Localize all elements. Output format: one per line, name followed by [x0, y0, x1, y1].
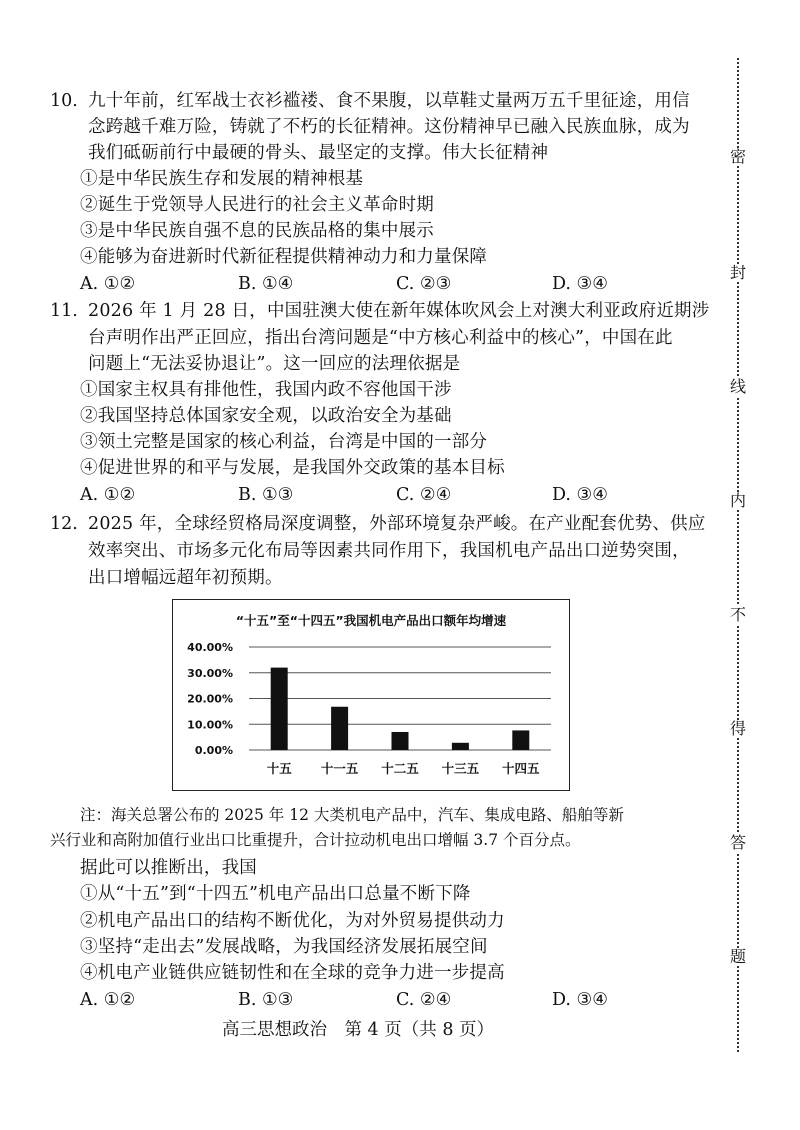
statement: ③是中华民族自强不息的民族品格的集中展示 [80, 221, 434, 241]
question-stem-line: 2025 年，全球经贸格局深度调整，外部环境复杂严峻。在产业配套优势、供应 [88, 514, 706, 534]
option-c[interactable]: C. ②④ [396, 990, 452, 1010]
statement: ④促进世界的和平与发展，是我国外交政策的基本目标 [80, 458, 505, 478]
question-number: 12. [50, 514, 78, 534]
chart-bar [331, 707, 348, 750]
question-number: 10. [50, 91, 78, 111]
binding-dotted-line [737, 58, 739, 1052]
question-stem-line: 台声明作出严正回应，指出台湾问题是“中方核心利益中的核心”，中国在此 [88, 328, 673, 348]
binding-char: 得 [729, 719, 746, 738]
binding-char: 题 [729, 947, 746, 966]
question-stem-line: 念跨越千难万险，铸就了不朽的长征精神。这份精神早已融入民族血脉，成为 [88, 117, 690, 137]
y-tick-label: 20.00% [187, 692, 233, 706]
chart-canvas [173, 600, 569, 790]
y-tick-label: 10.00% [187, 718, 233, 732]
x-tick-label: 十五 [266, 761, 292, 776]
statement: ②诞生于党领导人民进行的社会主义革命时期 [80, 195, 434, 215]
statement: ③领土完整是国家的核心利益，台湾是中国的一部分 [80, 432, 488, 452]
question-stem-line: 2026 年 1 月 28 日，中国驻澳大使在新年媒体吹风会上对澳大利亚政府近期涉 [88, 301, 710, 321]
binding-char: 密 [729, 147, 746, 166]
statement: ①从“十五”到“十四五”机电产品出口总量不断下降 [80, 884, 471, 904]
question-stem-line: 出口增幅远超年初预期。 [88, 568, 283, 588]
question-number: 11. [50, 301, 78, 321]
chart-bar [512, 730, 529, 750]
statement: ①是中华民族生存和发展的精神根基 [80, 169, 364, 189]
x-tick-label: 十一五 [320, 761, 359, 776]
note-line: 兴行业和高附加值行业出口比重提升，合计拉动机电出口增幅 3.7 个百分点。 [50, 831, 581, 849]
chart-bar [452, 743, 469, 750]
question-stem-line: 效率突出、市场多元化布局等因素共同作用下，我国机电产品出口逆势突围， [88, 541, 690, 561]
option-a[interactable]: A. ①② [80, 274, 136, 294]
option-c[interactable]: C. ②③ [396, 274, 452, 294]
chart-bar [271, 668, 288, 750]
note-line: 注：海关总署公布的 2025 年 12 大类机电产品中，汽车、集成电路、船舶等新 [80, 806, 624, 824]
binding-char: 线 [729, 377, 746, 396]
binding-char: 不 [729, 605, 746, 624]
option-a[interactable]: A. ①② [80, 485, 136, 505]
option-b[interactable]: B. ①③ [238, 485, 294, 505]
chart-title: “十五”至“十四五”我国机电产品出口额年均增速 [235, 613, 507, 628]
statement: ④机电产业链供应链韧性和在全球的竞争力进一步提高 [80, 963, 505, 983]
statement: ②机电产品出口的结构不断优化，为对外贸易提供动力 [80, 911, 505, 931]
option-d[interactable]: D. ③④ [552, 485, 608, 505]
y-tick-label: 0.00% [194, 744, 233, 757]
option-b[interactable]: B. ①④ [238, 274, 294, 294]
option-b[interactable]: B. ①③ [238, 990, 294, 1010]
statement: ④能够为奋进新时代新征程提供精神动力和力量保障 [80, 247, 488, 267]
option-a[interactable]: A. ①② [80, 990, 136, 1010]
question-lead: 据此可以推断出，我国 [80, 858, 257, 878]
binding-char: 内 [729, 491, 746, 510]
x-tick-label: 十四五 [502, 761, 540, 776]
y-tick-label: 30.00% [187, 666, 233, 680]
option-d[interactable]: D. ③④ [552, 274, 608, 294]
y-tick-label: 40.00% [187, 641, 233, 654]
chart-bar [392, 732, 409, 750]
option-c[interactable]: C. ②④ [396, 485, 452, 505]
page-footer: 高三思想政治 第 4 页（共 8 页） [222, 1020, 495, 1040]
statement: ①国家主权具有排他性，我国内政不容他国干涉 [80, 380, 452, 400]
statement: ③坚持“走出去”发展战略，为我国经济发展拓展空间 [80, 937, 488, 957]
question-stem-line: 九十年前，红军战士衣衫褴褛、食不果腹，以草鞋丈量两万五千里征途，用信 [88, 91, 690, 111]
statement: ②我国坚持总体国家安全观，以政治安全为基础 [80, 406, 452, 426]
bar-chart [172, 599, 570, 791]
question-stem-line: 我们砥砺前行中最硬的骨头、最坚定的支撑。伟大长征精神 [88, 143, 549, 163]
option-d[interactable]: D. ③④ [552, 990, 608, 1010]
x-tick-label: 十二五 [381, 761, 419, 776]
binding-char: 封 [729, 263, 746, 282]
x-tick-label: 十三五 [441, 761, 480, 776]
question-stem-line: 问题上“无法妥协退让”。这一回应的法理依据是 [88, 354, 461, 374]
binding-char: 答 [729, 833, 746, 852]
